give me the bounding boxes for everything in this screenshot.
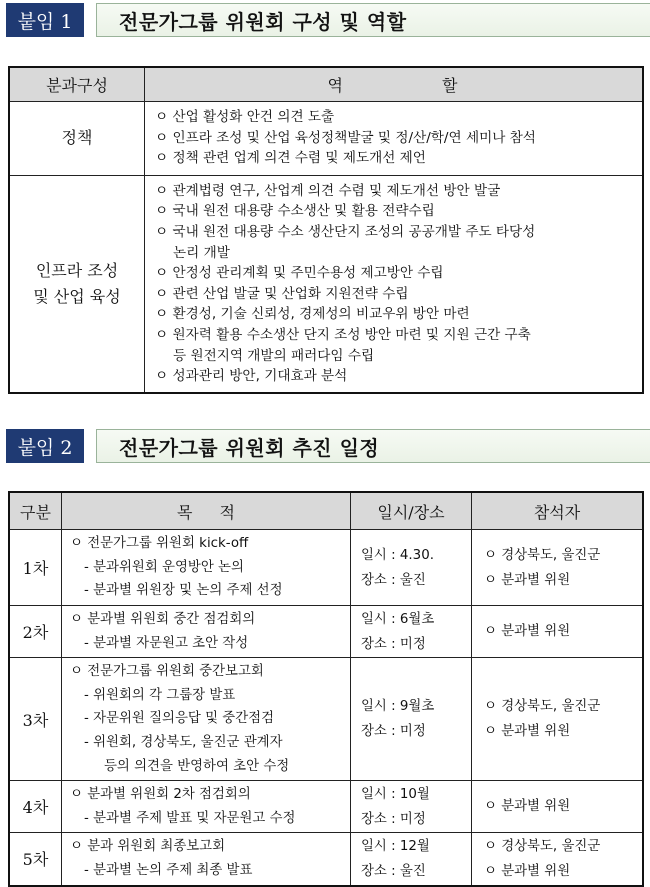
date-place-cell bbox=[351, 530, 472, 606]
section2-badge: 붙임 2 bbox=[6, 429, 84, 463]
phase-cell: 2차 bbox=[9, 606, 62, 658]
list-item: - 위원회, 경상북도, 울진군 관계자 bbox=[84, 734, 283, 750]
list-item: ㅇ 전문가그룹 위원회 중간보고회 bbox=[70, 664, 264, 680]
table-row bbox=[9, 606, 643, 658]
purpose-cell bbox=[62, 530, 351, 606]
list-item: ㅇ 환경성, 기술 신뢰성, 경제성의 비교우위 방안 마련 bbox=[155, 306, 470, 323]
list-item: - 위원회의 각 그룹장 발표 bbox=[84, 687, 236, 703]
header-purpose bbox=[62, 492, 351, 530]
list-item: ㅇ 분과별 위원 bbox=[484, 624, 571, 640]
list-item: ㅇ 경상북도, 울진군 bbox=[484, 547, 601, 563]
list-item: ㅇ 경상북도, 울진군 bbox=[484, 699, 601, 715]
list-item: ㅇ 성과관리 방안, 기대효과 분석 bbox=[155, 368, 348, 385]
list-item: ㅇ 분과별 위원 bbox=[484, 572, 571, 588]
category-line: 및 산업 육성 bbox=[33, 286, 121, 306]
date-text: 일시 : 10월 bbox=[361, 786, 430, 802]
date-place-cell bbox=[351, 781, 472, 833]
schedule-table bbox=[8, 491, 644, 887]
phase-cell: 1차 bbox=[9, 530, 62, 606]
list-item: - 분과별 위원장 및 논의 주제 선정 bbox=[84, 583, 283, 599]
list-item: ㅇ 인프라 조성 및 산업 육성정책발굴 및 정/산/학/연 세미나 참석 bbox=[155, 129, 536, 146]
purpose-cell bbox=[62, 781, 351, 833]
place-text: 장소 : 미정 bbox=[361, 636, 426, 652]
list-item: ㅇ 정책 관련 업계 의견 수렴 및 제도개선 제언 bbox=[155, 150, 426, 167]
place-text: 장소 : 울진 bbox=[361, 572, 426, 588]
list-item: ㅇ 분과 위원회 최종보고회 bbox=[70, 839, 226, 855]
attendees-cell bbox=[472, 781, 644, 833]
phase-cell: 5차 bbox=[9, 833, 62, 886]
list-item: ㅇ 분과별 위원 bbox=[484, 724, 571, 740]
list-item: - 분과별 자문원고 초안 작성 bbox=[84, 635, 249, 651]
section1-title: 전문가그룹 위원회 구성 및 역할 bbox=[96, 3, 650, 37]
list-item: 등의 의견을 반영하여 초안 수정 bbox=[104, 758, 290, 774]
table-row bbox=[9, 175, 643, 393]
header-role bbox=[145, 67, 644, 101]
header-attendees: 참석자 bbox=[472, 492, 644, 530]
date-place-cell bbox=[351, 833, 472, 886]
table-row bbox=[9, 101, 643, 175]
list-item: ㅇ 분과별 위원 bbox=[484, 799, 571, 815]
list-item: ㅇ 분과별 위원회 중간 점검회의 bbox=[70, 612, 256, 627]
list-item: ㅇ 전문가그룹 위원회 kick-off bbox=[70, 536, 249, 552]
section1-heading bbox=[6, 3, 650, 37]
committee-role-table bbox=[8, 66, 644, 394]
list-item: ㅇ 국내 원전 대용량 수소 생산단지 조성의 공공개발 주도 타당성 bbox=[155, 223, 536, 240]
date-text: 일시 : 6월초 bbox=[361, 611, 435, 627]
list-item: ㅇ 관계법령 연구, 산업계 의견 수렴 및 제도개선 방안 발굴 bbox=[155, 182, 501, 199]
purpose-cell bbox=[62, 833, 351, 886]
list-item: ㅇ 국내 원전 대용량 수소생산 및 활용 전략수립 bbox=[155, 203, 435, 220]
section2-title: 전문가그룹 위원회 추진 일정 bbox=[96, 429, 650, 463]
category-cell: 정책 bbox=[9, 101, 145, 175]
section2-heading bbox=[6, 429, 650, 463]
list-item: ㅇ 산업 활성화 안건 의견 도출 bbox=[155, 109, 335, 126]
list-item: ㅇ 경상북도, 울진군 bbox=[484, 838, 601, 854]
header-category: 분과구성 bbox=[9, 67, 145, 101]
phase-cell: 4차 bbox=[9, 781, 62, 833]
roles-cell bbox=[145, 175, 644, 393]
place-text: 장소 : 미정 bbox=[361, 811, 426, 827]
table-row bbox=[9, 781, 643, 833]
list-item: - 분과별 주제 발표 및 자문원고 수정 bbox=[84, 810, 296, 826]
date-text: 일시 : 4.30. bbox=[361, 547, 434, 563]
list-item: - 분과별 논의 주제 최종 발표 bbox=[84, 862, 253, 878]
purpose-cell bbox=[62, 606, 351, 658]
roles-cell bbox=[145, 101, 644, 175]
header-date: 일시/장소 bbox=[351, 492, 472, 530]
list-item: ㅇ 안정성 관리계획 및 주민수용성 제고방안 수립 bbox=[155, 265, 444, 282]
list-item: ㅇ 분과별 위원회 2차 점검회의 bbox=[70, 787, 251, 803]
list-item: ㅇ 원자력 활용 수소생산 단지 조성 방안 마련 및 지원 근간 구축 bbox=[155, 326, 531, 343]
table-row bbox=[9, 833, 643, 886]
attendees-cell bbox=[472, 658, 644, 781]
list-item: ㅇ 분과별 위원 bbox=[484, 863, 571, 879]
table-row bbox=[9, 530, 643, 606]
table-row bbox=[9, 658, 643, 781]
attendees-cell bbox=[472, 606, 644, 658]
date-text: 일시 : 9월초 bbox=[361, 699, 435, 715]
list-item: - 자문위원 질의응답 및 중간점검 bbox=[84, 711, 275, 727]
header-role-text: 역 할 bbox=[327, 75, 460, 95]
category-cell bbox=[9, 175, 145, 393]
header-purpose-text: 목 적 bbox=[177, 502, 235, 522]
attendees-cell bbox=[472, 833, 644, 886]
list-item: 논리 개발 bbox=[173, 244, 230, 261]
date-place-cell bbox=[351, 606, 472, 658]
header-phase: 구분 bbox=[9, 492, 62, 530]
place-text: 장소 : 미정 bbox=[361, 724, 426, 740]
list-item: - 분과위원회 운영방안 논의 bbox=[84, 559, 244, 575]
date-place-cell bbox=[351, 658, 472, 781]
purpose-cell bbox=[62, 658, 351, 781]
place-text: 장소 : 울진 bbox=[361, 863, 426, 879]
date-text: 일시 : 12월 bbox=[361, 838, 430, 854]
section1-badge: 붙임 1 bbox=[6, 3, 84, 37]
list-item: ㅇ 관련 산업 발굴 및 산업화 지원전략 수립 bbox=[155, 285, 409, 302]
phase-cell: 3차 bbox=[9, 658, 62, 781]
category-line: 인프라 조성 bbox=[35, 260, 119, 280]
list-item: 등 원전지역 개발의 패러다임 수립 bbox=[173, 347, 375, 364]
attendees-cell bbox=[472, 530, 644, 606]
